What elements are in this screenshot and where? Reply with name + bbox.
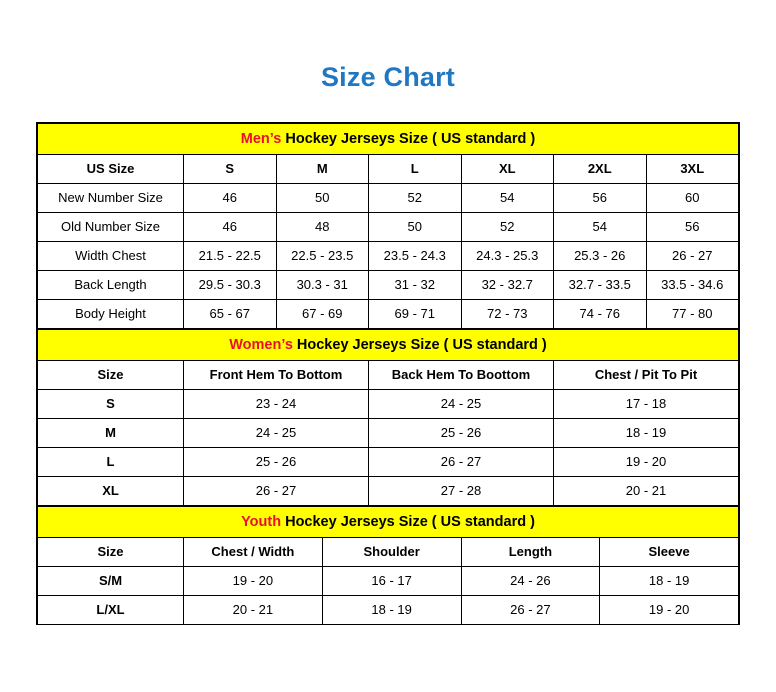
- youth-cell-1-1: 18 - 19: [322, 596, 461, 625]
- mens-section-header-row: [38, 124, 739, 155]
- womens-row-label-1: M: [38, 419, 184, 448]
- womens-section-header-row: [38, 330, 739, 361]
- womens-cell-1-0: 24 - 25: [184, 419, 369, 448]
- mens-cell-3-4: 32.7 - 33.5: [554, 271, 647, 300]
- table-row: [38, 213, 739, 242]
- mens-row-label-4: Body Height: [38, 300, 184, 329]
- youth-col-header-1: Chest / Width: [184, 538, 323, 567]
- table-row: [38, 271, 739, 300]
- mens-cell-1-5: 56: [646, 213, 739, 242]
- mens-row-label-2: Width Chest: [38, 242, 184, 271]
- womens-cell-0-1: 24 - 25: [369, 390, 554, 419]
- page-title: Size Chart: [320, 62, 456, 92]
- mens-cell-2-5: 26 - 27: [646, 242, 739, 271]
- mens-cell-4-2: 69 - 71: [369, 300, 462, 329]
- table-row: [38, 477, 739, 506]
- mens-col-header-2: M: [276, 155, 369, 184]
- mens-cell-2-4: 25.3 - 26: [554, 242, 647, 271]
- mens-cell-4-1: 67 - 69: [276, 300, 369, 329]
- mens-col-header-0: US Size: [38, 155, 184, 184]
- mens-col-header-6: 3XL: [646, 155, 739, 184]
- youth-cell-1-0: 20 - 21: [184, 596, 323, 625]
- mens-cell-3-0: 29.5 - 30.3: [184, 271, 277, 300]
- mens-cell-0-2: 52: [369, 184, 462, 213]
- womens-section-header: [38, 330, 739, 361]
- youth-col-header-4: Sleeve: [600, 538, 739, 567]
- youth-cell-0-0: 19 - 20: [184, 567, 323, 596]
- youth-cell-1-2: 26 - 27: [461, 596, 600, 625]
- youth-size-table: [37, 506, 739, 625]
- womens-cell-1-1: 25 - 26: [369, 419, 554, 448]
- youth-cell-0-2: 24 - 26: [461, 567, 600, 596]
- youth-cell-0-1: 16 - 17: [322, 567, 461, 596]
- mens-col-header-5: 2XL: [554, 155, 647, 184]
- mens-cell-0-1: 50: [276, 184, 369, 213]
- table-row: [38, 184, 739, 213]
- womens-col-header-3: Chest / Pit To Pit: [554, 361, 739, 390]
- mens-cell-4-0: 65 - 67: [184, 300, 277, 329]
- womens-column-header-row: [38, 361, 739, 390]
- mens-cell-1-0: 46: [184, 213, 277, 242]
- mens-size-table: [37, 123, 739, 329]
- womens-cell-3-1: 27 - 28: [369, 477, 554, 506]
- mens-cell-0-5: 60: [646, 184, 739, 213]
- womens-cell-1-2: 18 - 19: [554, 419, 739, 448]
- mens-cell-0-4: 56: [554, 184, 647, 213]
- youth-col-header-0: Size: [38, 538, 184, 567]
- mens-cell-2-1: 22.5 - 23.5: [276, 242, 369, 271]
- womens-cell-0-2: 17 - 18: [554, 390, 739, 419]
- mens-cell-2-2: 23.5 - 24.3: [369, 242, 462, 271]
- womens-cell-3-0: 26 - 27: [184, 477, 369, 506]
- womens-header-rest: Hockey Jerseys Size ( US standard ): [292, 337, 547, 353]
- mens-cell-1-2: 50: [369, 213, 462, 242]
- mens-header-accent: Men’s: [240, 131, 282, 147]
- womens-col-header-1: Front Hem To Bottom: [184, 361, 369, 390]
- mens-column-header-row: [38, 155, 739, 184]
- table-row: [38, 419, 739, 448]
- mens-cell-0-3: 54: [461, 184, 554, 213]
- womens-row-label-2: L: [38, 448, 184, 477]
- youth-header-accent: Youth: [241, 514, 282, 530]
- mens-cell-1-1: 48: [276, 213, 369, 242]
- womens-cell-3-2: 20 - 21: [554, 477, 739, 506]
- womens-cell-2-1: 26 - 27: [369, 448, 554, 477]
- mens-col-header-3: L: [369, 155, 462, 184]
- mens-cell-4-3: 72 - 73: [461, 300, 554, 329]
- mens-cell-4-4: 74 - 76: [554, 300, 647, 329]
- youth-section-header-row: [38, 507, 739, 538]
- mens-cell-2-3: 24.3 - 25.3: [461, 242, 554, 271]
- womens-col-header-0: Size: [38, 361, 184, 390]
- youth-col-header-3: Length: [461, 538, 600, 567]
- youth-column-header-row: [38, 538, 739, 567]
- youth-header-rest: Hockey Jerseys Size ( US standard ): [281, 514, 535, 530]
- table-row: [38, 596, 739, 625]
- table-row: [38, 300, 739, 329]
- mens-cell-1-4: 54: [554, 213, 647, 242]
- mens-cell-1-3: 52: [461, 213, 554, 242]
- womens-cell-2-0: 25 - 26: [184, 448, 369, 477]
- womens-cell-2-2: 19 - 20: [554, 448, 739, 477]
- table-row: [38, 567, 739, 596]
- youth-cell-0-3: 18 - 19: [600, 567, 739, 596]
- womens-cell-0-0: 23 - 24: [184, 390, 369, 419]
- womens-col-header-2: Back Hem To Boottom: [369, 361, 554, 390]
- youth-cell-1-3: 19 - 20: [600, 596, 739, 625]
- table-row: [38, 390, 739, 419]
- youth-row-label-0: S/M: [38, 567, 184, 596]
- mens-cell-3-1: 30.3 - 31: [276, 271, 369, 300]
- table-row: [38, 448, 739, 477]
- youth-section-header: [38, 507, 739, 538]
- mens-cell-4-5: 77 - 80: [646, 300, 739, 329]
- womens-row-label-0: S: [38, 390, 184, 419]
- mens-cell-2-0: 21.5 - 22.5: [184, 242, 277, 271]
- mens-row-label-1: Old Number Size: [38, 213, 184, 242]
- youth-col-header-2: Shoulder: [322, 538, 461, 567]
- mens-cell-3-3: 32 - 32.7: [461, 271, 554, 300]
- mens-cell-3-5: 33.5 - 34.6: [646, 271, 739, 300]
- mens-col-header-4: XL: [461, 155, 554, 184]
- mens-header-rest: Hockey Jerseys Size ( US standard ): [281, 131, 536, 147]
- table-row: [38, 242, 739, 271]
- mens-row-label-3: Back Length: [38, 271, 184, 300]
- womens-row-label-3: XL: [38, 477, 184, 506]
- mens-cell-0-0: 46: [184, 184, 277, 213]
- mens-section-header: [38, 124, 739, 155]
- mens-row-label-0: New Number Size: [38, 184, 184, 213]
- youth-row-label-1: L/XL: [38, 596, 184, 625]
- mens-col-header-1: S: [184, 155, 277, 184]
- size-tables: [36, 122, 740, 625]
- mens-cell-3-2: 31 - 32: [369, 271, 462, 300]
- womens-size-table: [37, 329, 739, 506]
- womens-header-accent: Women’s: [229, 337, 293, 353]
